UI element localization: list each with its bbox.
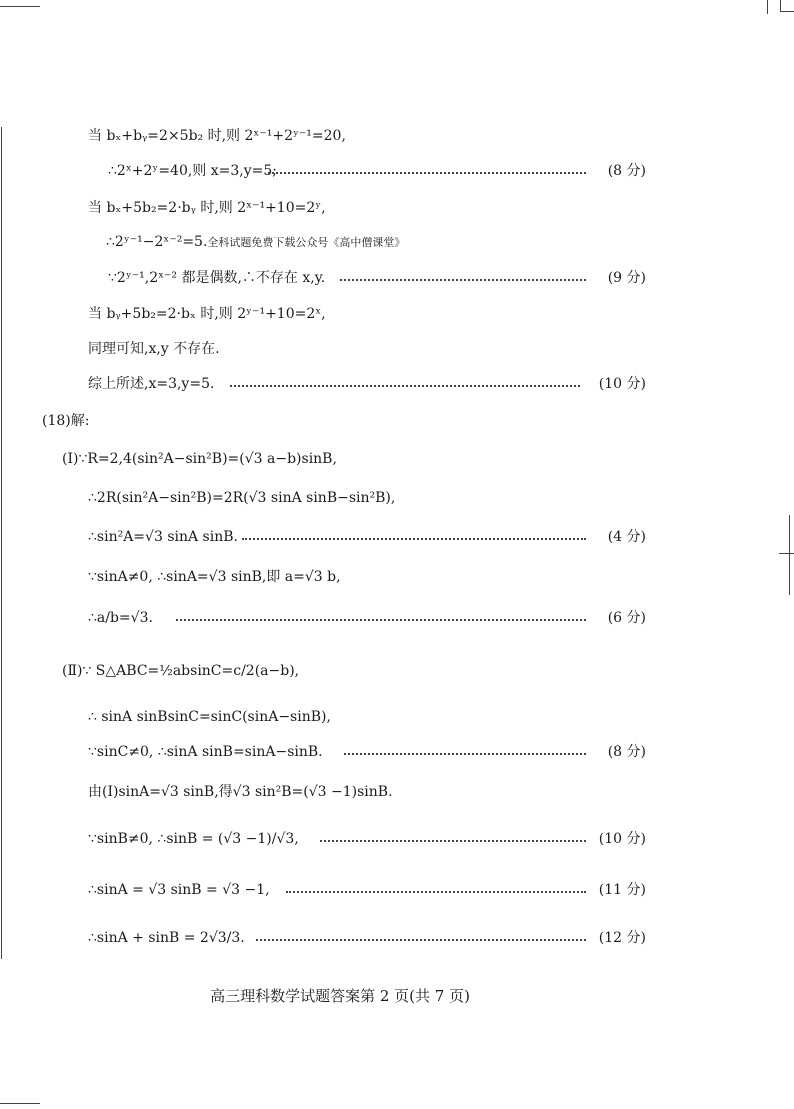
solution-line: ∴2R(sin²A−sin²B)=2R(√3 sinA sinB−sin²B), — [88, 490, 396, 506]
solution-line: 同理可知,x,y 不存在. — [88, 341, 220, 357]
solution-line: 由(Ⅰ)sinA=√3 sinB,得√3 sin²B=(√3 −1)sinB. — [88, 784, 393, 800]
page-footer: 高三理科数学试题答案第 2 页(共 7 页) — [210, 987, 470, 1005]
dot-leader — [320, 840, 586, 842]
score-label: (6 分) — [607, 610, 646, 626]
dot-leader — [286, 891, 586, 893]
solution-text: ∴2ʸ⁻¹−2ˣ⁻²=5. — [106, 234, 208, 250]
dot-leader — [242, 538, 586, 540]
dot-leader — [344, 753, 586, 755]
solution-line: ∵sinB≠0, ∴sinB = (√3 −1)/√3, — [88, 831, 299, 847]
score-label: (8 分) — [607, 744, 646, 760]
crop-mark — [0, 6, 40, 7]
dot-leader — [256, 939, 586, 941]
dot-leader — [176, 619, 586, 621]
score-label: (11 分) — [598, 882, 646, 898]
score-label: (8 分) — [607, 163, 646, 179]
solution-line: ∴sinA = √3 sinB = √3 −1, — [88, 882, 270, 898]
solution-line: ∴sin²A=√3 sinA sinB. — [88, 529, 238, 545]
watermark-note: 全科试题免费下载公众号《高中僧课堂》 — [207, 236, 406, 249]
solution-line: ∵sinA≠0, ∴sinA=√3 sinB,即 a=√3 b, — [88, 569, 341, 585]
score-label: (10 分) — [598, 831, 646, 847]
problem-heading: (18)解: — [42, 413, 90, 429]
margin-rule — [1, 127, 2, 959]
dot-leader — [340, 279, 586, 281]
solution-line: ∵sinC≠0, ∴sinA sinB=sinA−sinB. — [88, 744, 323, 760]
crop-mark — [767, 0, 768, 14]
solution-line: ∴ sinA sinBsinC=sinC(sinA−sinB), — [88, 709, 331, 725]
solution-line: (Ⅱ)∵ S△ABC=½absinC=c/2(a−b), — [62, 663, 300, 679]
solution-line: 综上所述,x=3,y=5. — [88, 376, 215, 392]
crop-mark — [0, 1103, 40, 1104]
solution-line: 当 bₓ+5b₂=2·bᵧ 时,则 2ˣ⁻¹+10=2ʸ, — [88, 200, 326, 216]
solution-line: ∴2ˣ+2ʸ=40,则 x=3,y=5; — [108, 163, 278, 179]
solution-line: ∵2ʸ⁻¹,2ˣ⁻² 都是偶数,∴不存在 x,y. — [108, 270, 326, 286]
solution-line: 当 bᵧ+5b₂=2·bₓ 时,则 2ʸ⁻¹+10=2ˣ, — [88, 306, 326, 322]
solution-line: (Ⅰ)∵R=2,4(sin²A−sin²B)=(√3 a−b)sinB, — [62, 451, 337, 467]
solution-line: ∴a/b=√3. — [88, 610, 153, 626]
score-label: (10 分) — [598, 376, 646, 392]
crop-mark — [779, 553, 794, 554]
dot-leader — [230, 385, 580, 387]
crop-mark — [789, 515, 790, 595]
solution-line — [106, 232, 405, 253]
score-label: (9 分) — [607, 270, 646, 286]
solution-line: 当 bₓ+bᵧ=2×5b₂ 时,则 2ˣ⁻¹+2ʸ⁻¹=20, — [88, 128, 346, 144]
score-label: (12 分) — [598, 930, 646, 946]
crop-mark — [780, 11, 794, 12]
score-label: (4 分) — [607, 529, 646, 545]
dot-leader — [268, 172, 586, 174]
solution-line: ∴sinA + sinB = 2√3/3. — [88, 930, 245, 946]
